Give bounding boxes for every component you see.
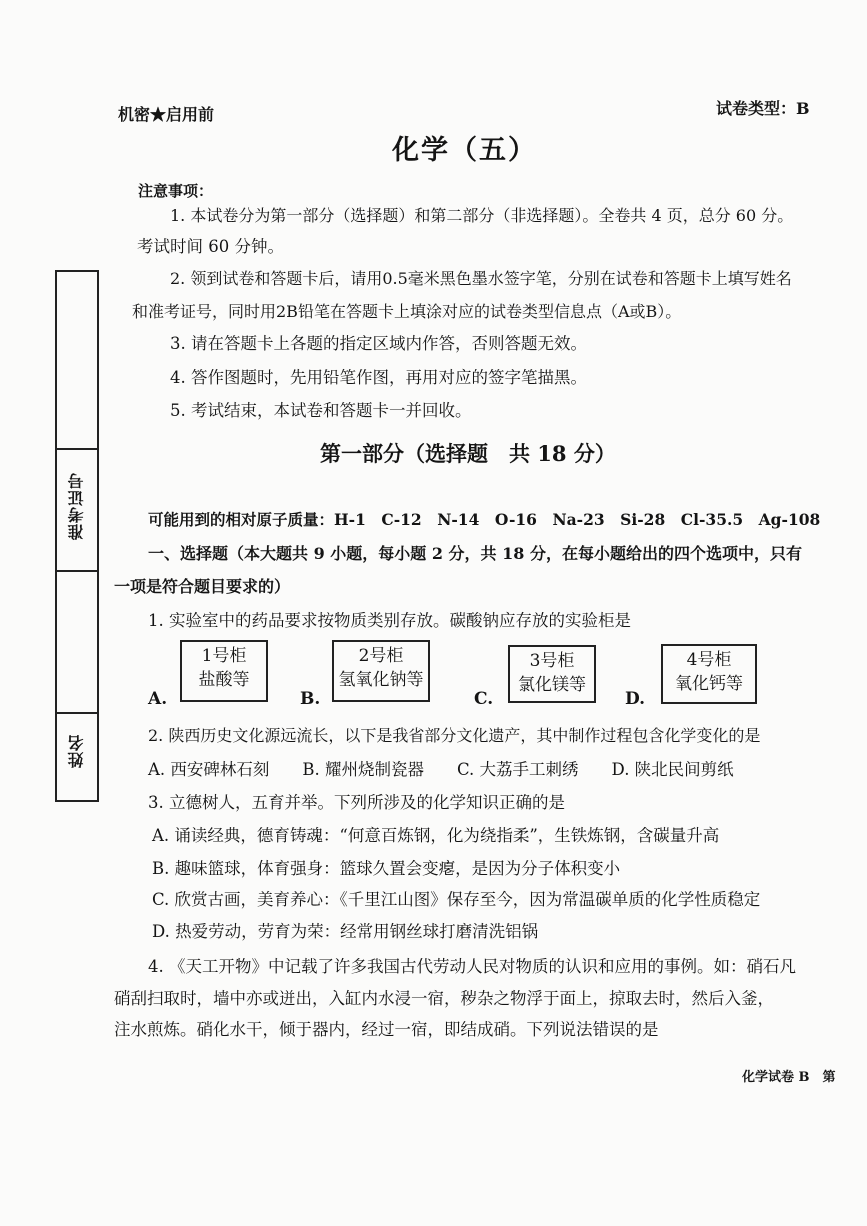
cabinet-contents: 氧化钙等 (675, 674, 743, 694)
question-2-options: A. 西安碑林石刻 B. 耀州烧制瓷器 C. 大荔手工刺绣 D. 陕北民间剪纸 (148, 760, 734, 779)
question-3-option-d: D. 热爱劳动，劳育为荣：经常用钢丝球打磨清洗铝锅 (152, 922, 539, 941)
question-4-line-3: 注水煎炼。硝化水干，倾于器内，经过一宿，即结成硝。下列说法错误的是 (114, 1020, 659, 1039)
notice-item-2b: 和准考证号，同时用2B铅笔在答题卡上填涂对应的试卷类型信息点（A或B）。 (132, 302, 682, 321)
cabinet-contents: 盐酸等 (198, 670, 250, 690)
question-3-stem: 3. 立德树人，五育并举。下列所涉及的化学知识正确的是 (148, 793, 565, 812)
cabinet-contents: 氯化镁等 (518, 675, 586, 695)
question-3-option-c: C. 欣赏古画，美育养心：《千里江山图》保存至今，因为常温碳单质的化学性质稳定 (152, 890, 761, 909)
confidential-label: 机密★启用前 (118, 105, 215, 124)
question-4-line-2: 硝刮扫取时，墙中亦或迸出，入缸内水浸一宿，秽杂之物浮于面上，掠取去时，然后入釜， (114, 989, 774, 1008)
notice-item-1a: 1. 本试卷分为第一部分（选择题）和第二部分（非选择题）。全卷共 4 页，总分 60 分。 (170, 206, 794, 225)
notice-item-4: 4. 答作图题时，先用铅笔作图，再用对应的签字笔描黑。 (170, 368, 587, 387)
option-d-letter: D. (625, 689, 646, 709)
page-title: 化学（五） (392, 135, 537, 166)
paper-type-label: 试卷类型：B (716, 99, 810, 118)
option-c-letter: C. (474, 689, 494, 709)
divider (57, 448, 97, 450)
cabinet-3 (508, 645, 596, 703)
option-a-letter: A. (148, 689, 168, 709)
cabinet-label: 3号柜 (529, 651, 575, 671)
question-2-stem: 2. 陕西历史文化源远流长，以下是我省部分文化遗产，其中制作过程包含化学变化的是 (148, 726, 761, 745)
cabinet-2 (332, 640, 430, 702)
divider (57, 712, 97, 714)
candidate-info-box (55, 270, 99, 802)
divider (57, 570, 97, 572)
cabinet-1 (180, 640, 268, 702)
exam-id-label: 准考证号 (67, 472, 86, 540)
question-3-option-a: A. 诵读经典，德育铸魂：“何意百炼钢，化为绕指柔”，生铁炼钢，含碳量升高 (152, 826, 720, 845)
section-instructions-2: 一项是符合题目要求的） (114, 577, 291, 596)
atomic-masses: 可能用到的相对原子质量：H-1 C-12 N-14 O-16 Na-23 Si-28 Cl-35.5 Ag-108 (148, 510, 821, 529)
name-label: 姓名 (67, 734, 86, 768)
question-4-line-1: 4. 《天工开物》中记载了许多我国古代劳动人民对物质的认识和应用的事例。如：硝石凡 (148, 957, 796, 976)
part1-title: 第一部分（选择题 共 18 分） (320, 441, 616, 466)
page-footer: 化学试卷 B 第 (742, 1070, 836, 1085)
section-instructions-1: 一、选择题（本大题共 9 小题，每小题 2 分，共 18 分，在每小题给出的四个选项中，只有 (148, 544, 802, 563)
notice-heading: 注意事项： (138, 182, 214, 200)
cabinet-label: 1号柜 (201, 646, 247, 666)
cabinet-label: 2号柜 (358, 646, 404, 666)
notice-item-1b: 考试时间 60 分钟。 (137, 237, 284, 256)
notice-item-5: 5. 考试结束，本试卷和答题卡一并回收。 (170, 401, 472, 420)
question-3-option-b: B. 趣味篮球，体育强身：篮球久置会变瘪，是因为分子体积变小 (152, 859, 621, 878)
notice-item-3: 3. 请在答题卡上各题的指定区域内作答，否则答题无效。 (170, 334, 587, 353)
cabinet-label: 4号柜 (686, 650, 732, 670)
cabinet-contents: 氢氧化钠等 (338, 670, 424, 690)
option-b-letter: B. (300, 689, 321, 709)
notice-item-2a: 2. 领到试卷和答题卡后，请用0.5毫米黑色墨水签字笔，分别在试卷和答题卡上填写姓名 (170, 269, 792, 288)
cabinet-4 (661, 644, 757, 704)
question-1-stem: 1. 实验室中的药品要求按物质类别存放。碳酸钠应存放的实验柜是 (148, 611, 631, 630)
